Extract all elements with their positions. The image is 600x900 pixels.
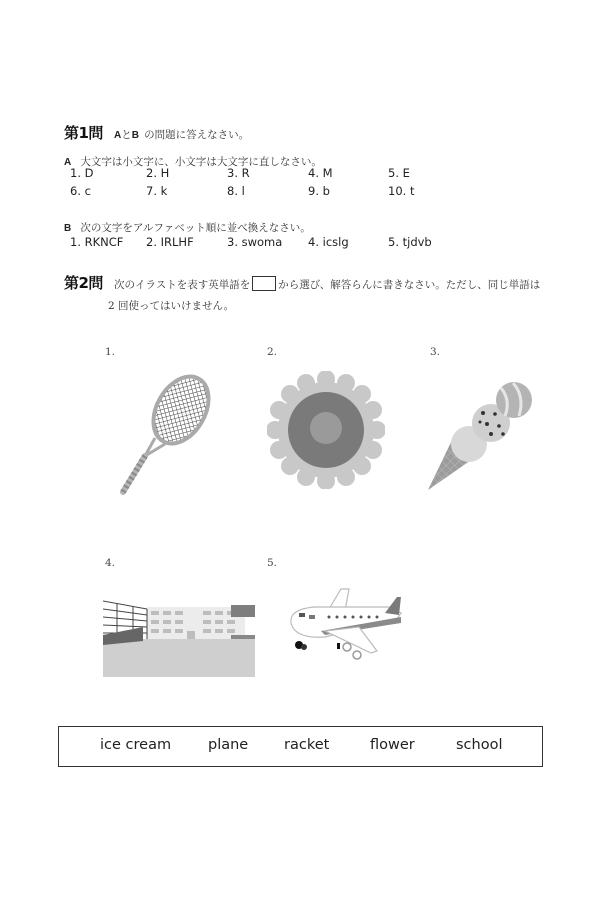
word-bank-item: plane (208, 737, 249, 753)
part-a-instruction: 大文字は小文字に、小文字は大文字に直しなさい。 (80, 156, 322, 168)
part-a-item: 8. l (227, 184, 245, 198)
tennis-racket-icon (115, 372, 215, 497)
part-a-item: 3. R (227, 166, 250, 180)
part-a-item: 6. c (70, 184, 91, 198)
part-b-item: 4. icslg (308, 235, 349, 249)
ice-cream-icon (425, 376, 535, 494)
part-a-label: A (64, 157, 72, 168)
word-bank-item: ice cream (100, 737, 172, 753)
part-b-instruction: 次の文字をアルファベット順に並べ換えなさい。 (80, 222, 311, 234)
q2-instruction-1: 次のイラストを表す英単語を (114, 279, 251, 291)
q1-label-b: B (131, 130, 139, 141)
part-a-item: 1. D (70, 166, 94, 180)
part-b-item: 3. swoma (227, 235, 283, 249)
q2-title: 第2問 (64, 274, 103, 292)
q1-title: 第1問 (64, 124, 103, 142)
picture-number: 2. (267, 346, 278, 358)
part-a-header (64, 150, 322, 169)
picture-number: 4. (105, 557, 116, 569)
q1-header (64, 122, 249, 143)
picture-number: 5. (267, 557, 278, 569)
part-a-item: 7. k (146, 184, 168, 198)
word-bank-item: school (456, 737, 503, 753)
part-b-item: 2. IRLHF (146, 235, 194, 249)
part-a-item: 5. E (388, 166, 410, 180)
part-b-label: B (64, 223, 72, 234)
q1-label-a: A (114, 130, 122, 141)
part-a-item: 10. t (388, 184, 415, 198)
school-icon (103, 597, 255, 677)
word-bank-item: racket (284, 737, 330, 753)
airplane-icon (285, 585, 405, 663)
part-a-item: 2. H (146, 166, 170, 180)
q2-instruction-2: から選び、解答らんに書きなさい。ただし、同じ単語は (278, 279, 541, 291)
word-box-reference (252, 276, 276, 291)
q1-instruction-mid: と (121, 129, 132, 141)
q2-instruction-line2: 2 回使ってはいけません。 (108, 300, 235, 312)
sunflower-icon (267, 371, 385, 489)
picture-number: 3. (430, 346, 441, 358)
part-a-item: 9. b (308, 184, 330, 198)
part-b-item: 1. RKNCF (70, 235, 124, 249)
part-b-header (64, 216, 311, 235)
word-bank-item: flower (370, 737, 415, 753)
part-a-item: 4. M (308, 166, 333, 180)
picture-number: 1. (105, 346, 116, 358)
q2-header (64, 272, 540, 293)
part-b-item: 5. tjdvb (388, 235, 432, 249)
q1-instruction: の問題に答えなさい。 (144, 129, 250, 141)
